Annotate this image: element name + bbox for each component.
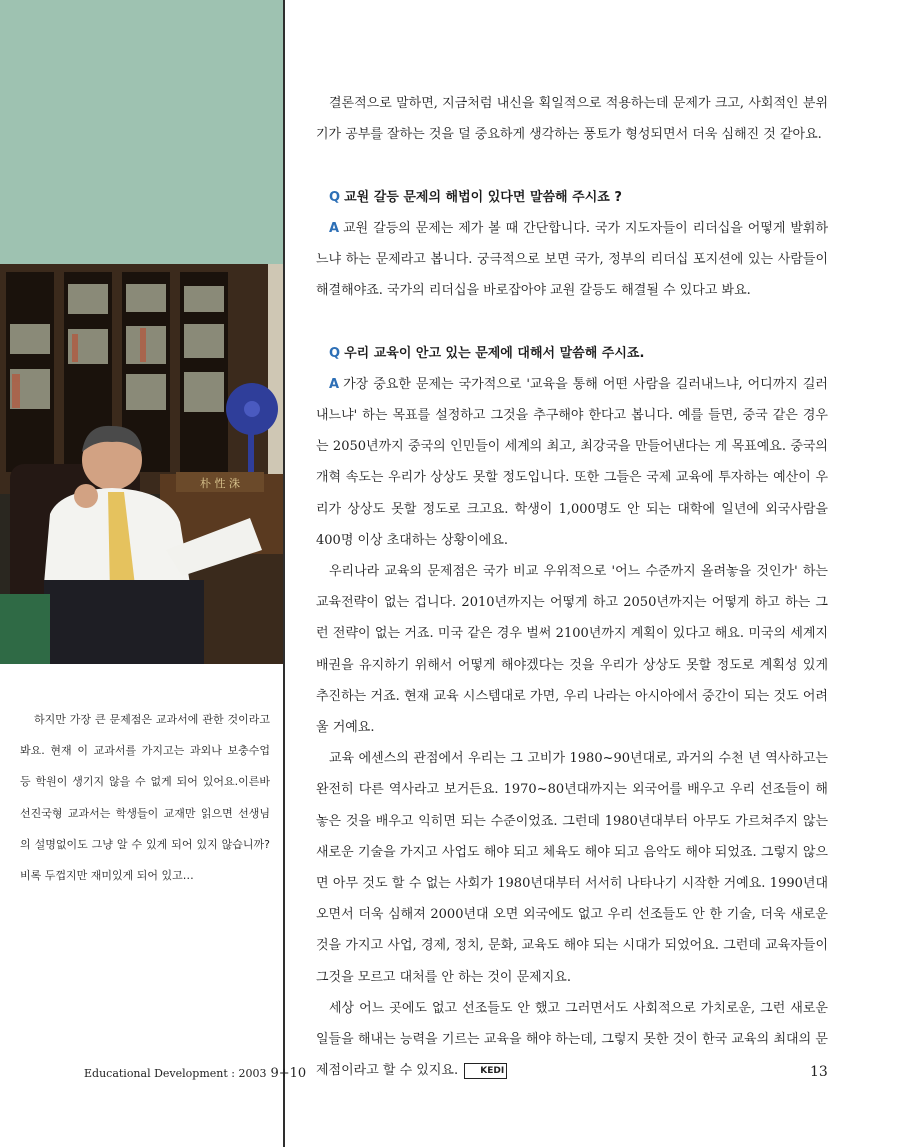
answer-1	[316, 213, 828, 307]
answer-2-text: 가장 중요한 문제는 국가적으로 '교육을 통해 어떤 사람을 길러내느냐, 어디까지 길러내느냐' 하는 목표를 설정하고 그것을 추구해야 한다고 봅니다. 예를 들면, 중국 같은 경우는 2050년까지 중국의 인민들이 세계의 최고, 최강국을 만들어낸다는 게 목표예요. 중국의 개혁 속도는 우리가 상상도 못할 정도입니다. 또한 그들은 국제 교육에 투자하는 예산이 우리가 상상도 못할 정도로 크고요. 학생이 1,000명도 안 되는 대학에 일년에 외국사람을 400명 이상 초대하는 상황이에요.	[316, 376, 828, 548]
kedi-end-icon: KEDI	[464, 1063, 507, 1079]
issue-number: 9+10	[270, 1066, 307, 1081]
intro-paragraph: 결론적으로 말하면, 지금처럼 내신을 획일적으로 적용하는데 문제가 크고, 사회적인 분위기가 공부를 잘하는 것을 덜 중요하게 생각하는 풍토가 형성되면서 더욱 심해진 것 같아요.	[316, 96, 828, 143]
answer-2	[316, 369, 828, 556]
page-number: 13	[810, 1064, 828, 1080]
answer-1-text: 교원 갈등의 문제는 제가 볼 때 간단합니다. 국가 지도자들이 리더십을 어떻게 발휘하느냐 하는 문제라고 봅니다. 궁극적으로 보면 국가, 정부의 리더십 포지션에 있는 사람들이 해결해야죠. 국가의 리더십을 바로잡아야 교원 갈등도 해결될 수 있다고 봐요.	[316, 220, 828, 299]
question-mark-label: Q	[329, 345, 341, 361]
footer-journal	[84, 1066, 306, 1081]
question-1-text: 교원 갈등 문제의 해법이 있다면 말씀해 주시죠 ?	[344, 189, 622, 205]
question-mark-label: Q	[329, 189, 341, 205]
column-divider	[283, 0, 285, 1147]
body-paragraph-5-text: 세상 어느 곳에도 없고 선조들도 안 했고 그러면서도 사회적으로 가치로운, 그런 새로운 일들을 해내는 능력을 기르는 교육을 해야 하는데, 그렇지 못한 것이 한국 교육의 최대의 문제점이라고 할 수 있지요.	[316, 1000, 828, 1079]
interview-photo	[0, 264, 283, 664]
sidebar-color-block	[0, 0, 283, 264]
question-1	[316, 182, 828, 213]
answer-mark-label: A	[329, 220, 340, 236]
pull-quote: 하지만 가장 큰 문제점은 교과서에 관한 것이라고 봐요. 현재 이 교과서를 가지고는 과외나 보충수업 등 학원이 생기지 않을 수 없게 되어 있어요.이른바 선진국형 교과서는 학생들이 교재만 읽으면 선생님의 설명없이도 그냥 알 수 있게 되어 있지 않습니까? 비록 두껍지만 재미있게 되어 있고…	[20, 713, 270, 883]
body-paragraph-5	[316, 993, 828, 1087]
question-2	[316, 338, 828, 369]
body-paragraph-3: 우리나라 교육의 문제점은 국가 비교 우위적으로 '어느 수준까지 올려놓을 것인가' 하는 교육전략이 없는 겁니다. 2010년까지는 어떻게 하고 2050년까지는 어떻게 하고 하는 그런 전략이 없는 거죠. 미국 같은 경우 벌써 2100년까지 계획이 있다고 해요. 미국의 세계지배권을 유지하기 위해서 어떻게 해야겠다는 것을 우리가 상상도 못할 정도로 계획성 있게 추진하는 거죠. 현재 교육 시스템대로 가면, 우리 나라는 아시아에서 중간이 되는 것도 어려울 거예요.	[316, 564, 828, 736]
body-paragraph-4: 교육 에센스의 관점에서 우리는 그 고비가 1980~90년대로, 과거의 수천 년 역사하고는 완전히 다른 역사라고 보거든요. 1970~80년대까지는 외국어를 배우고 우리 선조들이 해놓은 것을 배우고 익히면 되는 수준이었죠. 그런데 1980년대부터 아무도 가르쳐주지 않는 새로운 기술을 가지고 사업도 해야 되고 체육도 해야 되고 음악도 해야 되었죠. 그렇지 않으면 아무 것도 할 수 없는 사회가 1980년대부터 서서히 나타나기 시작한 거예요. 1990년대 오면서 더욱 심해져 2000년대 오면 외국에도 없고 우리 선조들도 안 한 기술, 더욱 새로운 것을 가지고 사업, 경제, 정치, 문화, 교육도 해야 되는 시대가 되었어요. 그런데 교육자들이 그것을 모르고 대처를 안 하는 것이 문제지요.	[316, 751, 828, 985]
answer-mark-label: A	[329, 376, 340, 392]
article-body	[316, 88, 828, 1086]
journal-name: Educational Development : 2003	[84, 1067, 267, 1080]
sidebar-caption	[20, 704, 270, 891]
question-2-text: 우리 교육이 안고 있는 문제에 대해서 말씀해 주시죠.	[344, 345, 645, 361]
nameplate-text: 朴 性 洙	[200, 477, 240, 490]
